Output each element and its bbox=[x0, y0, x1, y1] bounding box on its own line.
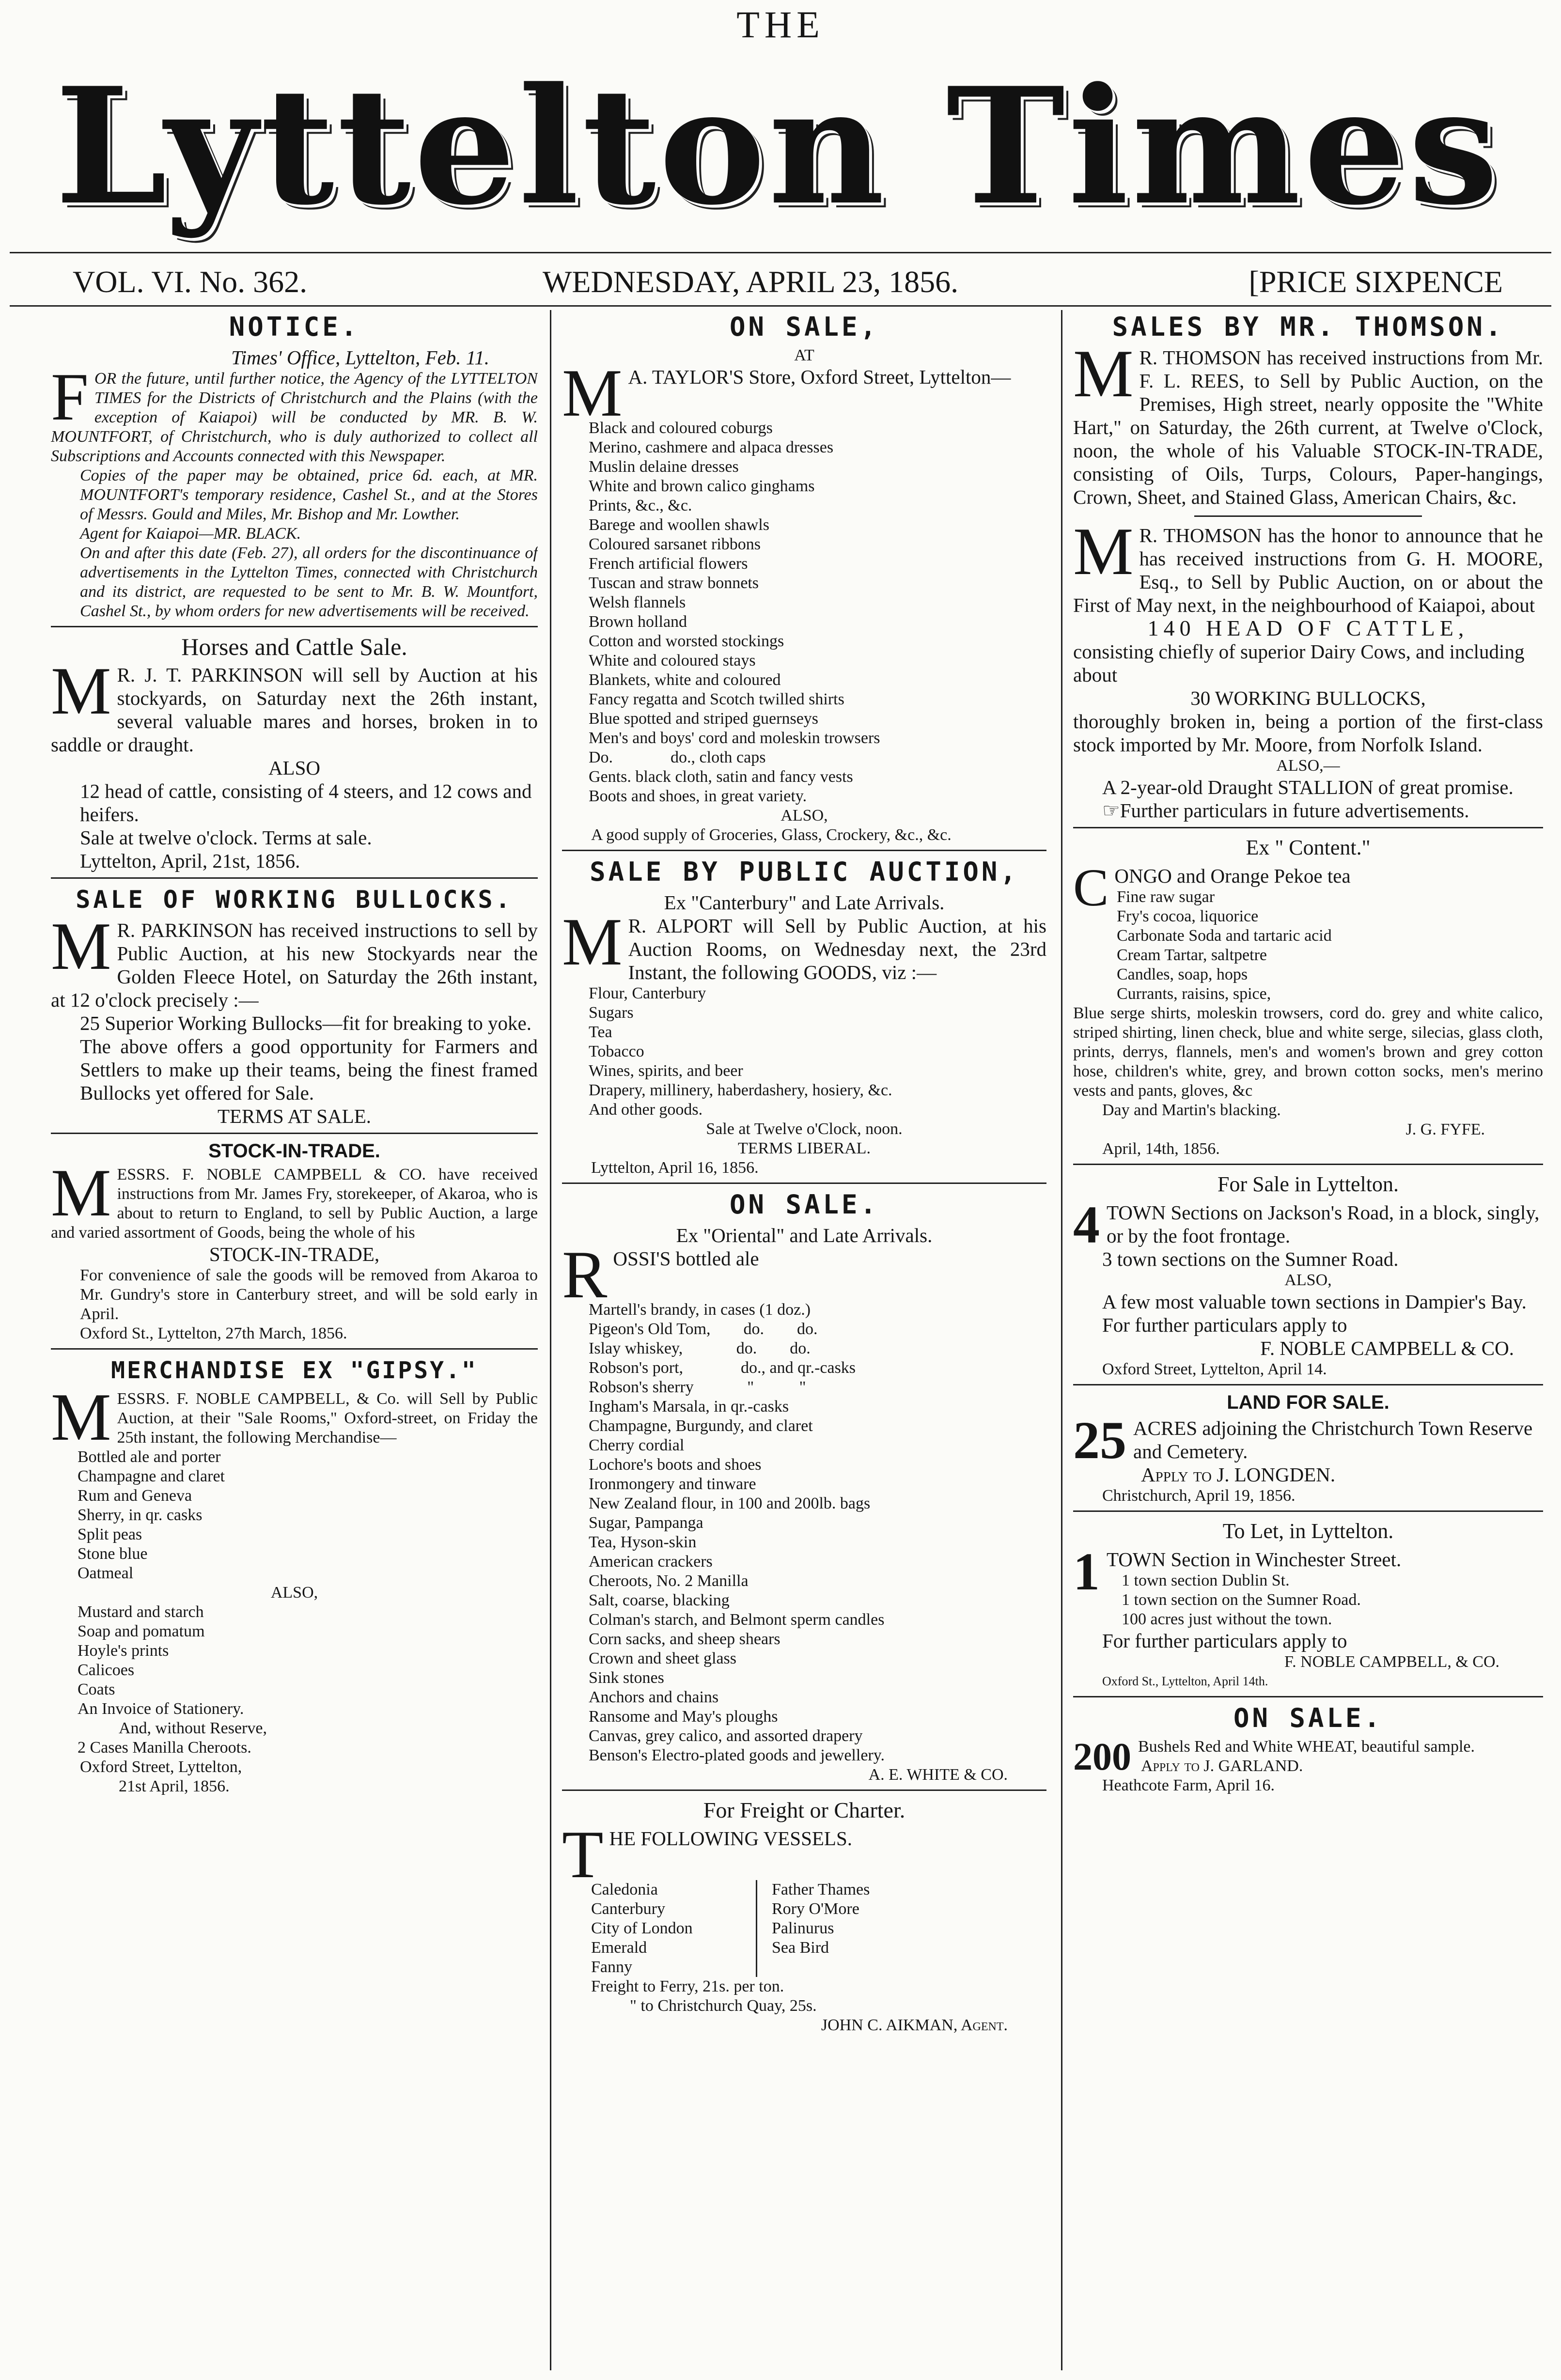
ad-body: And, without Reserve, bbox=[119, 1719, 267, 1737]
ad-heading: To Let, in Lyttelton. bbox=[1222, 1519, 1394, 1543]
drop-cap: M bbox=[1073, 336, 1134, 411]
ad-body: 2 Cases Manilla Cheroots. bbox=[78, 1739, 251, 1757]
vessel-name: Caledonia bbox=[591, 1881, 658, 1898]
list-item: Canvas, grey calico, and assorted drapery bbox=[589, 1727, 863, 1745]
list-item: Merino, cashmere and alpaca dresses bbox=[589, 438, 834, 456]
ad-subheading: Ex "Oriental" and Late Arrivals. bbox=[676, 1224, 933, 1246]
drop-cap: M bbox=[51, 1380, 111, 1455]
ad-body: Apply to J. LONGDEN. bbox=[1141, 1463, 1336, 1486]
ad-subheading: HE FOLLOWING VESSELS. bbox=[609, 1827, 853, 1850]
ad-body: ESSRS. F. NOBLE CAMPBELL & CO. have received instructions from Mr. James Fry, storekeeper, of Akaroa, who is about to return to England, to sell by Public Auction, a large and varied assortment of Goods, being the whole of his bbox=[51, 1166, 538, 1242]
list-item: Carbonate Soda and tartaric acid bbox=[1117, 927, 1332, 945]
list-item: Candles, soap, hops bbox=[1117, 965, 1248, 983]
divider bbox=[562, 850, 1046, 851]
list-item: Sink stones bbox=[589, 1669, 664, 1687]
ad-signature: A. E. WHITE & CO. bbox=[868, 1766, 1008, 1784]
ad-heading: For Sale in Lyttelton. bbox=[1218, 1172, 1399, 1196]
list-item: Prints, &c., &c. bbox=[589, 497, 692, 514]
ad-date: Lyttelton, April, 21st, 1856. bbox=[80, 850, 300, 872]
list-item: Salt, coarse, blacking bbox=[589, 1591, 730, 1609]
ad-also: ALSO bbox=[268, 757, 321, 779]
ad-heading: For Freight or Charter. bbox=[703, 1798, 905, 1822]
list-item: Pigeon's Old Tom, do. do. bbox=[589, 1320, 818, 1338]
ad-body: For convenience of sale the goods will be removed from Akaroa to Mr. Gundry's store in Canterbury street, and will be sold early in April. bbox=[80, 1266, 538, 1323]
ad-body: OR the future, until further notice, the Agency of the LYTTELTON TIMES for the Districts of Christchurch and the Plains (with the exception of Kaiapoi) will be conducted by MR. B. W. MOUNTFORT, of Christchurch, who is duly authorized to collect all Subscriptions and Accounts connected with this Newspaper. bbox=[51, 370, 538, 465]
ad-body: R. THOMSON has received instructions from Mr. F. L. REES, to Sell by Public Auction, on the Premises, High street, nearly opposite the "White Hart," on Saturday, the 26th current, at Twelve o'Clock, noon, the whole of his Valuable STOCK-IN-TRADE, consisting of Oils, Turps, Colours, Paper-hangings, Crown, Sheet, and Stained Glass, American Chairs, &c. bbox=[1073, 346, 1543, 508]
vessel-name: City of London bbox=[591, 1919, 693, 1937]
divider bbox=[1194, 515, 1422, 517]
thomson-ad bbox=[1073, 311, 1543, 822]
list-item: Fancy regatta and Scotch twilled shirts bbox=[589, 690, 844, 708]
list-item: Mustard and starch bbox=[78, 1603, 204, 1621]
ad-also: ALSO, bbox=[1284, 1271, 1332, 1289]
list-item: Sugar, Pampanga bbox=[589, 1514, 703, 1532]
lead-number: 4 bbox=[1073, 1195, 1100, 1254]
list-item: Fine raw sugar bbox=[1117, 888, 1215, 906]
ad-also: ALSO, bbox=[780, 807, 828, 824]
ad-heading: MERCHANDISE EX "GIPSY." bbox=[111, 1357, 478, 1384]
ad-heading: SALES BY MR. THOMSON. bbox=[1112, 311, 1504, 342]
column-divider bbox=[1061, 310, 1062, 2370]
ad-body: Apply to J. GARLAND. bbox=[1141, 1757, 1303, 1775]
ad-heading: ON SALE. bbox=[729, 1189, 879, 1220]
drop-cap: C bbox=[1073, 858, 1109, 917]
ad-signature: JOHN C. AIKMAN, Agent. bbox=[821, 2016, 1008, 2034]
item-list bbox=[51, 1602, 538, 1719]
item-list bbox=[562, 419, 1046, 806]
list-item: Tea, Hyson-skin bbox=[589, 1533, 697, 1551]
masthead-rule bbox=[10, 252, 1551, 253]
ad-highlight: 140 HEAD OF CATTLE, bbox=[1147, 616, 1469, 640]
list-item: Corn sacks, and sheep shears bbox=[589, 1630, 780, 1648]
list-item: Boots and shoes, in great variety. bbox=[589, 787, 807, 805]
gipsy-ad bbox=[51, 1354, 538, 1796]
vessel-list bbox=[562, 1880, 1046, 1977]
freight-ad bbox=[562, 1796, 1046, 2035]
list-item: Stone blue bbox=[78, 1545, 148, 1563]
list-item: French artificial flowers bbox=[589, 555, 748, 573]
vessel-name: Emerald bbox=[591, 1939, 647, 1957]
ad-date: April, 14th, 1856. bbox=[1102, 1140, 1220, 1158]
list-item: An Invoice of Stationery. bbox=[78, 1700, 244, 1718]
column-1 bbox=[51, 310, 538, 1796]
list-item: Cream Tartar, saltpetre bbox=[1117, 946, 1267, 964]
list-item: Soap and pomatum bbox=[78, 1622, 205, 1640]
ad-body: A. TAYLOR'S Store, Oxford Street, Lyttelton— bbox=[628, 366, 1011, 388]
ad-body: Sale at twelve o'clock. Terms at sale. bbox=[80, 826, 372, 849]
ad-body: Copies of the paper may be obtained, price 6d. each, at MR. MOUNTFORT's temporary residence, Cashel St., and at the Stores of Messrs. Gould and Miles, Mr. Bishop and Mr. Lowther. bbox=[80, 467, 538, 523]
ad-body: ESSRS. F. NOBLE CAMPBELL, & Co. will Sell by Public Auction, at their "Sale Rooms," Oxford-street, on Friday the 25th instant, the following Merchandise— bbox=[117, 1390, 538, 1447]
ad-body: 25 Superior Working Bullocks—fit for breaking to yoke. bbox=[80, 1012, 531, 1034]
ad-also: ALSO,— bbox=[1276, 757, 1340, 775]
ad-body: OSSI'S bottled ale bbox=[613, 1247, 759, 1270]
divider bbox=[1073, 1384, 1543, 1385]
vessel-name: Sea Bird bbox=[772, 1939, 829, 1957]
list-item: Gents. black cloth, satin and fancy vests bbox=[589, 768, 853, 786]
vessel-column bbox=[591, 1880, 756, 1977]
list-item: New Zealand flour, in 100 and 200lb. bags bbox=[589, 1494, 871, 1512]
ad-date: Heathcote Farm, April 16. bbox=[1102, 1776, 1275, 1794]
ad-body: R. J. T. PARKINSON will sell by Auction at his stockyards, on Saturday next the 26th instant, several valuable mares and horses, broken in to saddle or draught. bbox=[51, 664, 538, 756]
ad-agent: Agent for Kaiapoi—MR. BLACK. bbox=[80, 525, 301, 543]
column-2 bbox=[562, 310, 1046, 2035]
white-ad bbox=[562, 1189, 1046, 1785]
item-list bbox=[562, 984, 1046, 1120]
list-item: Tuscan and straw bonnets bbox=[589, 574, 759, 592]
ad-date: 21st April, 1856. bbox=[119, 1777, 230, 1795]
alport-ad bbox=[562, 856, 1046, 1178]
ad-date: Oxford Street, Lyttelton, April 14. bbox=[1102, 1360, 1327, 1378]
drop-cap: M bbox=[51, 909, 111, 984]
list-item: Do. do., cloth caps bbox=[589, 748, 766, 766]
drop-cap: M bbox=[51, 653, 111, 729]
list-item: Brown holland bbox=[589, 613, 687, 631]
vessel-name: Rory O'More bbox=[772, 1900, 859, 1918]
volume-number: VOL. VI. No. 362. bbox=[73, 264, 308, 299]
ad-address: Oxford Street, Lyttelton, bbox=[80, 1758, 242, 1776]
ad-heading: Horses and Cattle Sale. bbox=[181, 633, 407, 660]
taylor-ad bbox=[562, 311, 1046, 845]
list-item: Robson's port, do., and qr.-casks bbox=[589, 1359, 856, 1377]
list-item: 1 town section on the Sumner Road. bbox=[1122, 1591, 1361, 1609]
divider bbox=[51, 626, 538, 627]
lead-number: 200 bbox=[1073, 1736, 1131, 1778]
vessel-name: Canterbury bbox=[591, 1900, 665, 1918]
list-item: Barege and woollen shawls bbox=[589, 516, 769, 534]
ad-place: Times' Office, Lyttelton, Feb. 11. bbox=[231, 346, 489, 369]
list-item: Cheroots, No. 2 Manilla bbox=[589, 1572, 749, 1590]
ad-body: Day and Martin's blacking. bbox=[1102, 1101, 1281, 1119]
list-item: Rum and Geneva bbox=[78, 1487, 192, 1505]
list-item: Oatmeal bbox=[78, 1564, 134, 1582]
ad-body: ONGO and Orange Pekoe tea bbox=[1114, 865, 1351, 887]
list-item: Blue spotted and striped guernseys bbox=[589, 710, 819, 728]
campbell-tolet-ad bbox=[1073, 1517, 1543, 1691]
list-item: 100 acres just without the town. bbox=[1122, 1610, 1332, 1628]
list-item: Islay whiskey, do. do. bbox=[589, 1339, 811, 1357]
ad-body: ☞Further particulars in future advertisements. bbox=[1102, 799, 1469, 822]
list-item: Bottled ale and porter bbox=[78, 1448, 221, 1466]
ad-body: On and after this date (Feb. 27), all orders for the discontinuance of advertisements in the Lyttelton Times, connected with Christchurch and its district, are requested to be sent to Mr. B. W. Mountfort, Cashel St., by whom orders for new advertisements will be received. bbox=[80, 544, 538, 620]
divider bbox=[51, 877, 538, 879]
price: [PRICE SIXPENCE bbox=[1249, 264, 1503, 299]
ad-body: ACRES adjoining the Christchurch Town Reserve and Cemetery. bbox=[1133, 1417, 1533, 1462]
ad-date: Lyttelton, April 16, 1856. bbox=[591, 1159, 759, 1177]
list-item: Champagne and claret bbox=[78, 1467, 225, 1485]
list-item: Sugars bbox=[589, 1004, 634, 1022]
list-item: Hoyle's prints bbox=[78, 1642, 169, 1660]
list-item: 1 town section Dublin St. bbox=[1122, 1571, 1290, 1589]
ad-date: Oxford St., Lyttelton, 27th March, 1856. bbox=[80, 1324, 347, 1342]
ad-body: The above offers a good opportunity for Farmers and Settlers to make up their teams, being the finest framed Bullocks yet offered for Sale. bbox=[80, 1035, 538, 1104]
ad-terms: TERMS AT SALE. bbox=[217, 1105, 372, 1127]
ad-heading: SALE BY PUBLIC AUCTION, bbox=[590, 856, 1019, 887]
ad-body: Sale at Twelve o'Clock, noon. bbox=[706, 1120, 903, 1138]
issue-date: WEDNESDAY, APRIL 23, 1856. bbox=[543, 264, 959, 299]
drop-cap: M bbox=[562, 356, 623, 431]
horses-ad bbox=[51, 632, 538, 872]
list-item: Cherry cordial bbox=[589, 1436, 685, 1454]
lead-number: 25 bbox=[1073, 1411, 1126, 1470]
masthead-title: Lyttelton Times bbox=[55, 52, 1501, 240]
ad-date: Christchurch, April 19, 1856. bbox=[1102, 1487, 1296, 1505]
item-list bbox=[1073, 1571, 1543, 1629]
ad-body: For further particulars apply to bbox=[1102, 1314, 1347, 1336]
list-item: Crown and sheet glass bbox=[589, 1649, 737, 1667]
freight-rate: Freight to Ferry, 21s. per ton. bbox=[591, 1977, 784, 1995]
list-item: Coloured sarsanet ribbons bbox=[589, 535, 761, 553]
drop-cap: M bbox=[1073, 514, 1134, 589]
divider bbox=[562, 1182, 1046, 1184]
fyfe-ad bbox=[1073, 833, 1543, 1159]
ad-heading: ON SALE. bbox=[1233, 1703, 1383, 1733]
divider bbox=[51, 1133, 538, 1134]
drop-cap: R bbox=[562, 1237, 608, 1312]
list-item: Calicoes bbox=[78, 1661, 135, 1679]
list-item: Tea bbox=[589, 1023, 612, 1041]
list-item: Men's and boys' cord and moleskin trowsers bbox=[589, 729, 880, 747]
divider bbox=[562, 1789, 1046, 1791]
ad-heading: STOCK-IN-TRADE. bbox=[208, 1140, 380, 1162]
list-item: White and coloured stays bbox=[589, 652, 756, 669]
list-item: Drapery, millinery, haberdashery, hosiery, &c. bbox=[589, 1081, 892, 1099]
ad-body: 12 head of cattle, consisting of 4 steers, and 12 cows and heifers. bbox=[80, 780, 532, 825]
drop-cap: M bbox=[562, 904, 623, 980]
ad-body: TOWN Sections on Jackson's Road, in a block, singly, or by the foot frontage. bbox=[1107, 1201, 1540, 1247]
item-list bbox=[51, 1447, 538, 1583]
item-list bbox=[1073, 887, 1543, 1004]
ad-body: A few most valuable town sections in Dampier's Bay. bbox=[1102, 1291, 1527, 1313]
list-item: Ironmongery and tinware bbox=[589, 1475, 756, 1493]
campbell-sections-ad bbox=[1073, 1170, 1543, 1379]
list-item: Lochore's boots and shoes bbox=[589, 1456, 762, 1474]
ad-body: thoroughly broken in, being a portion of the first-class stock imported by Mr. Moore, from Norfolk Island. bbox=[1073, 710, 1543, 756]
ad-signature: J. G. FYFE. bbox=[1405, 1120, 1485, 1138]
item-list bbox=[562, 1300, 1046, 1765]
ad-also: ALSO, bbox=[270, 1584, 318, 1602]
ad-heading: NOTICE. bbox=[229, 311, 360, 342]
list-item: White and brown calico ginghams bbox=[589, 477, 815, 495]
ad-body: A 2-year-old Draught STALLION of great promise. bbox=[1102, 776, 1514, 798]
ad-body: A good supply of Groceries, Glass, Crockery, &c., &c. bbox=[591, 826, 952, 844]
ad-at: AT bbox=[794, 346, 814, 364]
list-item: Wines, spirits, and beer bbox=[589, 1062, 743, 1080]
vessel-column bbox=[756, 1880, 937, 1977]
garland-ad bbox=[1073, 1702, 1543, 1795]
list-item: Cotton and worsted stockings bbox=[589, 632, 784, 650]
ad-heading: SALE OF WORKING BULLOCKS. bbox=[76, 886, 513, 914]
ad-heading: LAND FOR SALE. bbox=[1227, 1392, 1389, 1413]
ad-date: Oxford St., Lyttelton, April 14th. bbox=[1102, 1674, 1268, 1688]
divider bbox=[1073, 1696, 1543, 1697]
list-item: Fry's cocoa, liquorice bbox=[1117, 907, 1259, 925]
lead-number: 1 bbox=[1073, 1542, 1100, 1601]
list-item: Blankets, white and coloured bbox=[589, 671, 781, 689]
dateline-rule bbox=[10, 305, 1551, 307]
list-item: Split peas bbox=[78, 1525, 142, 1543]
list-item: Muslin delaine dresses bbox=[589, 458, 739, 476]
freight-rate: " to Christchurch Quay, 25s. bbox=[630, 1997, 817, 2015]
ad-body: For further particulars apply to bbox=[1102, 1630, 1347, 1652]
divider bbox=[1073, 1510, 1543, 1512]
list-item: And other goods. bbox=[589, 1101, 703, 1119]
ad-body: R. PARKINSON has received instructions to sell by Public Auction, at his new Stockyards near the Golden Fleece Hotel, on Saturday the 26th instant, at 12 o'clock precisely :— bbox=[51, 919, 538, 1011]
stock-ad bbox=[51, 1139, 538, 1343]
ad-body: R. ALPORT will Sell by Public Auction, at his Auction Rooms, on Wednesday next, the 23rd Instant, the following GOODS, viz :— bbox=[628, 915, 1046, 983]
drop-cap: T bbox=[562, 1817, 604, 1892]
divider bbox=[1073, 827, 1543, 828]
list-item: Anchors and chains bbox=[589, 1688, 719, 1706]
vessel-name: Palinurus bbox=[772, 1919, 834, 1937]
list-item: Welsh flannels bbox=[589, 593, 686, 611]
ad-body: consisting chiefly of superior Dairy Cows, and including about bbox=[1073, 640, 1525, 686]
column-divider bbox=[550, 310, 551, 2370]
ad-highlight: 30 WORKING BULLOCKS, bbox=[1190, 687, 1426, 709]
list-item: Tobacco bbox=[589, 1042, 644, 1060]
list-item: Champagne, Burgundy, and claret bbox=[589, 1417, 813, 1435]
list-item: Benson's Electro-plated goods and jewellery. bbox=[589, 1746, 885, 1764]
bullocks-ad bbox=[51, 884, 538, 1128]
longden-ad bbox=[1073, 1390, 1543, 1506]
list-item: Ransome and May's ploughs bbox=[589, 1708, 778, 1726]
ad-subheading: STOCK-IN-TRADE, bbox=[209, 1243, 380, 1265]
list-item: Coats bbox=[78, 1680, 115, 1698]
list-item: Colman's starch, and Belmont sperm candles bbox=[589, 1611, 885, 1629]
list-item: Martell's brandy, in cases (1 doz.) bbox=[589, 1301, 811, 1319]
masthead-the: THE bbox=[736, 3, 825, 46]
ad-body: 3 town sections on the Sumner Road. bbox=[1102, 1248, 1399, 1270]
list-item: Currants, raisins, spice, bbox=[1117, 985, 1271, 1003]
ad-signature: F. NOBLE CAMPBELL & CO. bbox=[1260, 1337, 1514, 1359]
ad-subheading: Ex "Canterbury" and Late Arrivals. bbox=[664, 891, 945, 914]
list-item: Ingham's Marsala, in qr.-casks bbox=[589, 1398, 789, 1416]
vessel-name: Fanny bbox=[591, 1958, 632, 1976]
list-item: Robson's sherry " " bbox=[589, 1378, 806, 1396]
notice-ad bbox=[51, 311, 538, 621]
ad-body: R. THOMSON has the honor to announce that he has received instructions from G. H. MOORE, Esq., to Sell by Public Auction, on or about the First of May next, in the neighbourhood of Kaiapoi, about bbox=[1073, 524, 1543, 616]
list-item: American crackers bbox=[589, 1553, 713, 1571]
vessel-name: Father Thames bbox=[772, 1881, 870, 1898]
ad-terms: TERMS LIBERAL. bbox=[738, 1139, 871, 1157]
drop-cap: M bbox=[51, 1155, 111, 1230]
column-3 bbox=[1073, 310, 1543, 1795]
ad-signature: F. NOBLE CAMPBELL, & CO. bbox=[1284, 1653, 1499, 1671]
ad-heading: Ex " Content." bbox=[1246, 836, 1371, 859]
list-item: Sherry, in qr. casks bbox=[78, 1506, 203, 1524]
list-item: Flour, Canterbury bbox=[589, 984, 706, 1002]
ad-body: TOWN Section in Winchester Street. bbox=[1107, 1548, 1402, 1571]
drop-cap: F bbox=[51, 359, 89, 435]
ad-heading: ON SALE, bbox=[729, 311, 879, 342]
divider bbox=[51, 1348, 538, 1350]
divider bbox=[1073, 1164, 1543, 1165]
list-item: Black and coloured coburgs bbox=[589, 419, 773, 437]
dateline bbox=[10, 264, 1551, 303]
ad-body: Bushels Red and White WHEAT, beautiful sample. bbox=[1138, 1738, 1475, 1756]
ad-body: Blue serge shirts, moleskin trowsers, cord do. grey and white calico, striped shirting, linen check, blue and white serge, silecias, glass cloth, prints, derrys, flannels, men's and women's brown and grey cotton hose, children's white, grey, and brown cotton socks, men's merino vests and pants, gloves, &c bbox=[1073, 1004, 1543, 1100]
